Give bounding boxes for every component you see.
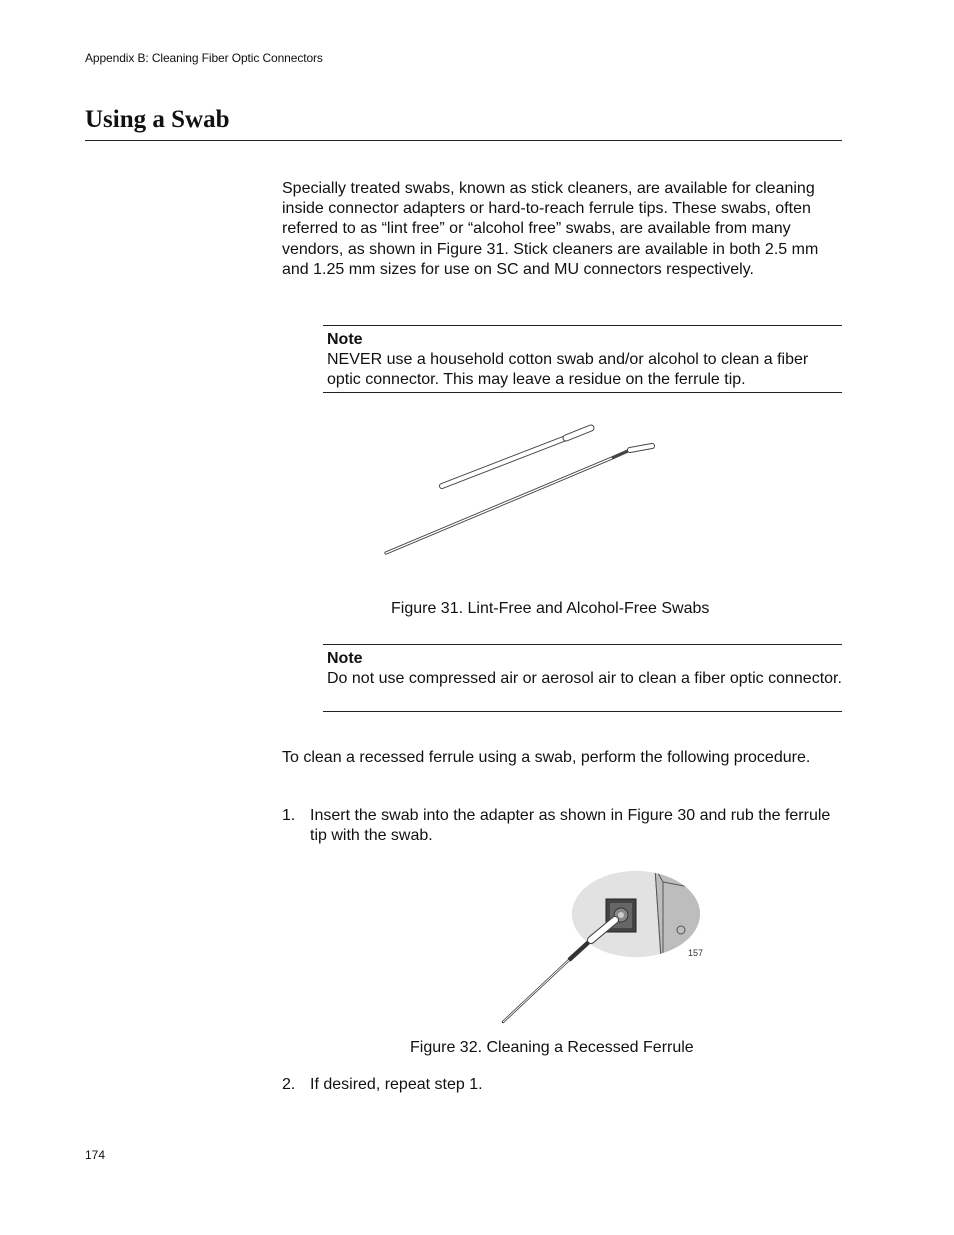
procedure-intro: To clean a recessed ferrule using a swab, perform the following procedure. (282, 749, 811, 766)
running-header: Appendix B: Cleaning Fiber Optic Connectors (85, 51, 323, 65)
note-box-2 (323, 644, 842, 712)
note-box-1 (323, 325, 842, 393)
note-text: Do not use compressed air or aerosol air to clean a fiber optic connector. (327, 670, 842, 687)
step-number: 2. (282, 1076, 296, 1093)
swab-icon (503, 920, 615, 1022)
step-number: 1. (282, 807, 296, 824)
page-number: 174 (85, 1148, 106, 1162)
section-title: Using a Swab (85, 106, 230, 133)
alcohol-free-swab-icon (386, 446, 652, 553)
figure-31-caption: Figure 31. Lint-Free and Alcohol-Free Swabs (391, 600, 710, 617)
note-label: Note (327, 650, 363, 667)
note-text: NEVER use a household cotton swab and/or alcohol to clean a fiber optic connector. This may leave a residue on the ferrule tip. (327, 351, 809, 388)
note-label: Note (327, 331, 363, 348)
figure-32-recessed-ferrule-illustration (495, 868, 715, 1026)
intro-paragraph: Specially treated swabs, known as stick cleaners, are available for cleaning inside connector adapters or hard-to-reach ferrule tips. These swabs, often referred to as “lint free” or “alcohol free” swabs, are available from many vendors, as shown in Figure 31. Stick cleaners are available in both 2.5 mm and 1.25 mm sizes for use on SC and MU connectors respectively. (282, 180, 819, 278)
figure-31-swabs-illustration (380, 420, 660, 560)
step-text: Insert the swab into the adapter as shown in Figure 30 and rub the ferrule tip with the swab. (310, 807, 831, 845)
figure-32-art-number: 157 (688, 948, 704, 958)
figure-32-caption: Figure 32. Cleaning a Recessed Ferrule (410, 1039, 694, 1056)
step-text: If desired, repeat step 1. (310, 1076, 483, 1093)
title-rule (85, 140, 842, 141)
